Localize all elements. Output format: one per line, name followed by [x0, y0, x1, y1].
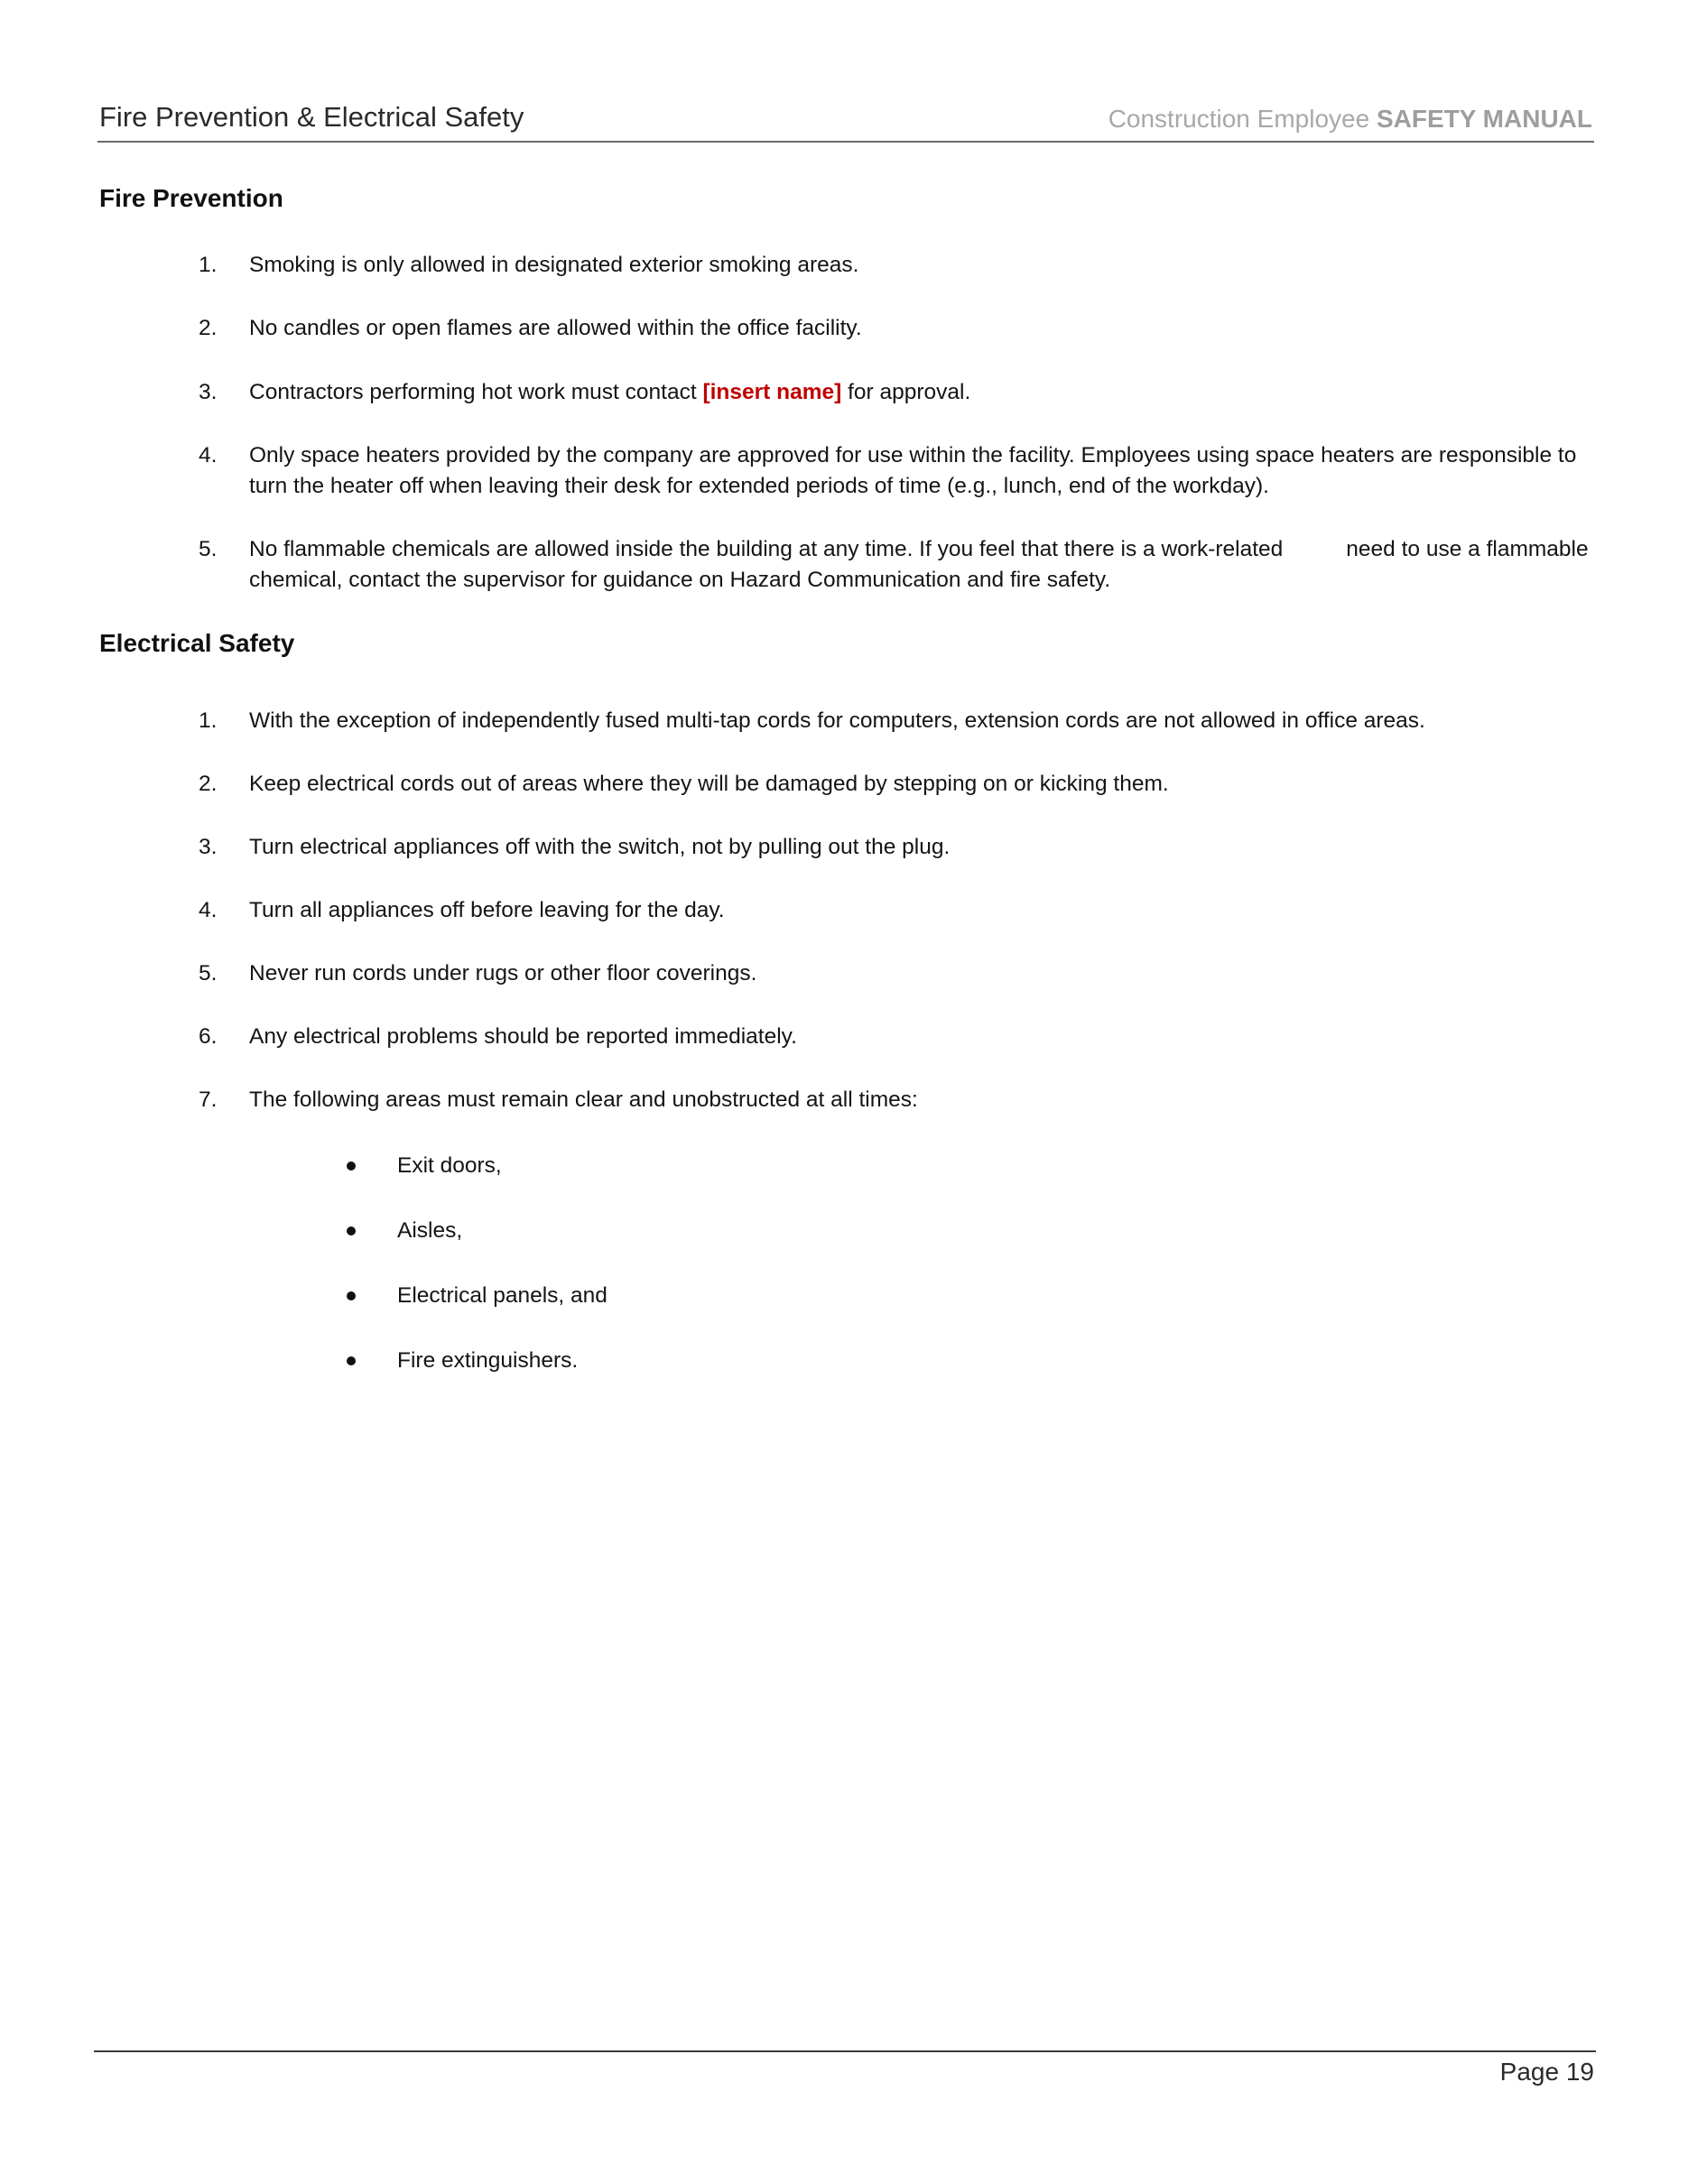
bullet-dot-icon [347, 1291, 356, 1300]
header-title: Fire Prevention & Electrical Safety [99, 101, 524, 133]
header-manual-prefix: Construction Employee [1108, 105, 1370, 133]
bullet-text: Electrical panels, and [397, 1283, 607, 1308]
list-text: Keep electrical cords out of areas where they will be damaged by stepping on or kicking them. [249, 772, 1169, 796]
bullet-text: Exit doors, [397, 1153, 502, 1178]
list-number: 5. [199, 961, 218, 986]
bullet-dot-icon [347, 1356, 356, 1365]
list-number: 6. [199, 1024, 218, 1049]
bullet-text: Aisles, [397, 1218, 463, 1243]
list-text: Any electrical problems should be reported immediately. [249, 1024, 797, 1049]
list-text: With the exception of independently fused multi-tap cords for computers, extension cords are not allowed in office areas. [249, 708, 1425, 733]
header-manual-name [1108, 105, 1592, 134]
bullet-dot-icon [347, 1226, 356, 1235]
list-text-before: Contractors performing hot work must contact [249, 380, 703, 404]
list-text-after: for approval. [841, 380, 971, 404]
list-text: The following areas must remain clear and unobstructed at all times: [249, 1087, 918, 1112]
list-text: Only space heaters provided by the company are approved for use within the facility. Employees using space heaters are responsible to turn the heater off when leaving their desk for extended periods of time (e.g., lunch, end of the workday). [249, 443, 1577, 498]
list-text: Turn all appliances off before leaving for the day. [249, 898, 725, 922]
list-number: 2. [199, 772, 218, 796]
list-text: No candles or open flames are allowed within the office facility. [249, 316, 862, 340]
list-number: 3. [199, 835, 218, 859]
footer-divider [94, 2050, 1596, 2052]
list-number: 4. [199, 898, 218, 922]
list-number: 3. [199, 380, 218, 404]
list-text [249, 534, 1596, 596]
list-text: Turn electrical appliances off with the switch, not by pulling out the plug. [249, 835, 951, 859]
list-text [249, 377, 1596, 408]
list-text: Smoking is only allowed in designated exterior smoking areas. [249, 253, 859, 277]
electrical-safety-heading: Electrical Safety [99, 629, 295, 657]
list-number: 7. [199, 1087, 218, 1112]
insert-name-placeholder: [insert name] [702, 380, 842, 404]
list-text-part-b: need to use a flammable chemical, contact the supervisor for guidance on Hazard Communication and fire safety. [249, 537, 1589, 592]
list-number: 2. [199, 316, 218, 340]
bullet-dot-icon [347, 1161, 356, 1171]
header-manual-bold: SAFETY MANUAL [1376, 105, 1592, 133]
list-number: 1. [199, 253, 218, 277]
list-text: Never run cords under rugs or other floor coverings. [249, 961, 757, 986]
list-number: 1. [199, 708, 218, 733]
page-header [97, 97, 1594, 143]
list-number: 5. [199, 537, 218, 561]
list-text-part-a: No flammable chemicals are allowed inside the building at any time. If you feel that there is a work-related [249, 537, 1284, 561]
fire-prevention-heading: Fire Prevention [99, 184, 283, 212]
bullet-text: Fire extinguishers. [397, 1348, 579, 1373]
list-number: 4. [199, 443, 218, 467]
page-number: Page 19 [1499, 2058, 1594, 2086]
